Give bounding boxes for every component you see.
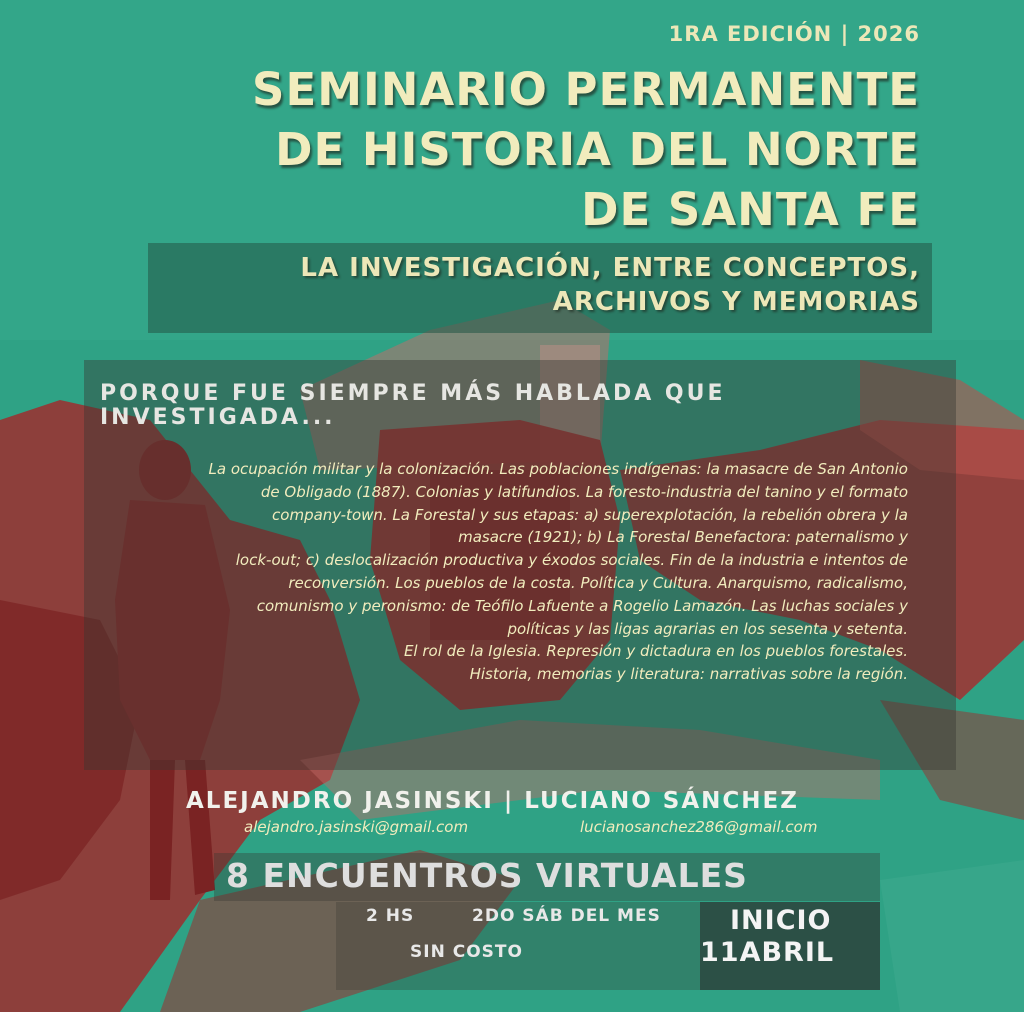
subtitle-line: ARCHIVOS Y MEMORIAS: [552, 287, 920, 317]
duration-label: 2 HS: [366, 906, 415, 926]
title-line: DE HISTORIA DEL NORTE: [275, 123, 920, 176]
cost-label: SIN COSTO: [410, 942, 523, 962]
start-date: 11ABRIL: [700, 937, 835, 968]
description-line: masacre (1921); b) La Forestal Benefactora: paternalismo y: [458, 528, 908, 547]
seminar-title: [20, 60, 920, 240]
description-line: Historia, memorias y literatura: narrativas sobre la región.: [469, 665, 908, 684]
edition-label: 1RA EDICIÓN | 2026: [668, 22, 920, 46]
description-line: políticas y las ligas agrarias en los sesenta y setenta.: [507, 619, 908, 638]
description-line: de Obligado (1887). Colonias y latifundios. La foresto-industria del tanino y el formato: [260, 482, 908, 501]
email-sanchez[interactable]: lucianosanchez286@gmail.com: [580, 818, 818, 836]
email-jasinski[interactable]: alejandro.jasinski@gmail.com: [244, 818, 469, 836]
description-line: El rol de la Iglesia. Represión y dictadura en los pueblos forestales.: [403, 642, 908, 661]
authors: ALEJANDRO JASINSKI | LUCIANO SÁNCHEZ: [186, 788, 799, 814]
title-line: SEMINARIO PERMANENTE: [252, 63, 920, 116]
encuentros-heading: 8 ENCUENTROS VIRTUALES: [226, 856, 748, 895]
description-line: reconversión. Los pueblos de la costa. Política y Cultura. Anarquismo, radicalismo,: [288, 573, 908, 592]
description-line: lock-out; c) deslocalización productiva y éxodos sociales. Fin de la industria e intentos de: [235, 551, 908, 570]
description-line: La ocupación militar y la colonización. Las poblaciones indígenas: la masacre de San Antonio: [208, 460, 908, 478]
seminar-subtitle: [100, 251, 920, 319]
schedule-label: 2DO SÁB DEL MES: [472, 906, 661, 926]
start-label: INICIO: [730, 905, 832, 936]
subtitle-line: LA INVESTIGACIÓN, ENTRE CONCEPTOS,: [300, 253, 920, 283]
section-heading: PORQUE FUE SIEMPRE MÁS HABLADA QUE INVESTIGADA...: [100, 381, 726, 430]
title-line: DE SANTA FE: [581, 183, 920, 236]
description-text: [110, 458, 908, 686]
description-line: comunismo y peronismo: de Teófilo Lafuente a Rogelio Lamazón. Las luchas sociales y: [256, 596, 908, 615]
description-line: company-town. La Forestal y sus etapas: a) superexplotación, la rebelión obrera y la: [272, 505, 908, 524]
